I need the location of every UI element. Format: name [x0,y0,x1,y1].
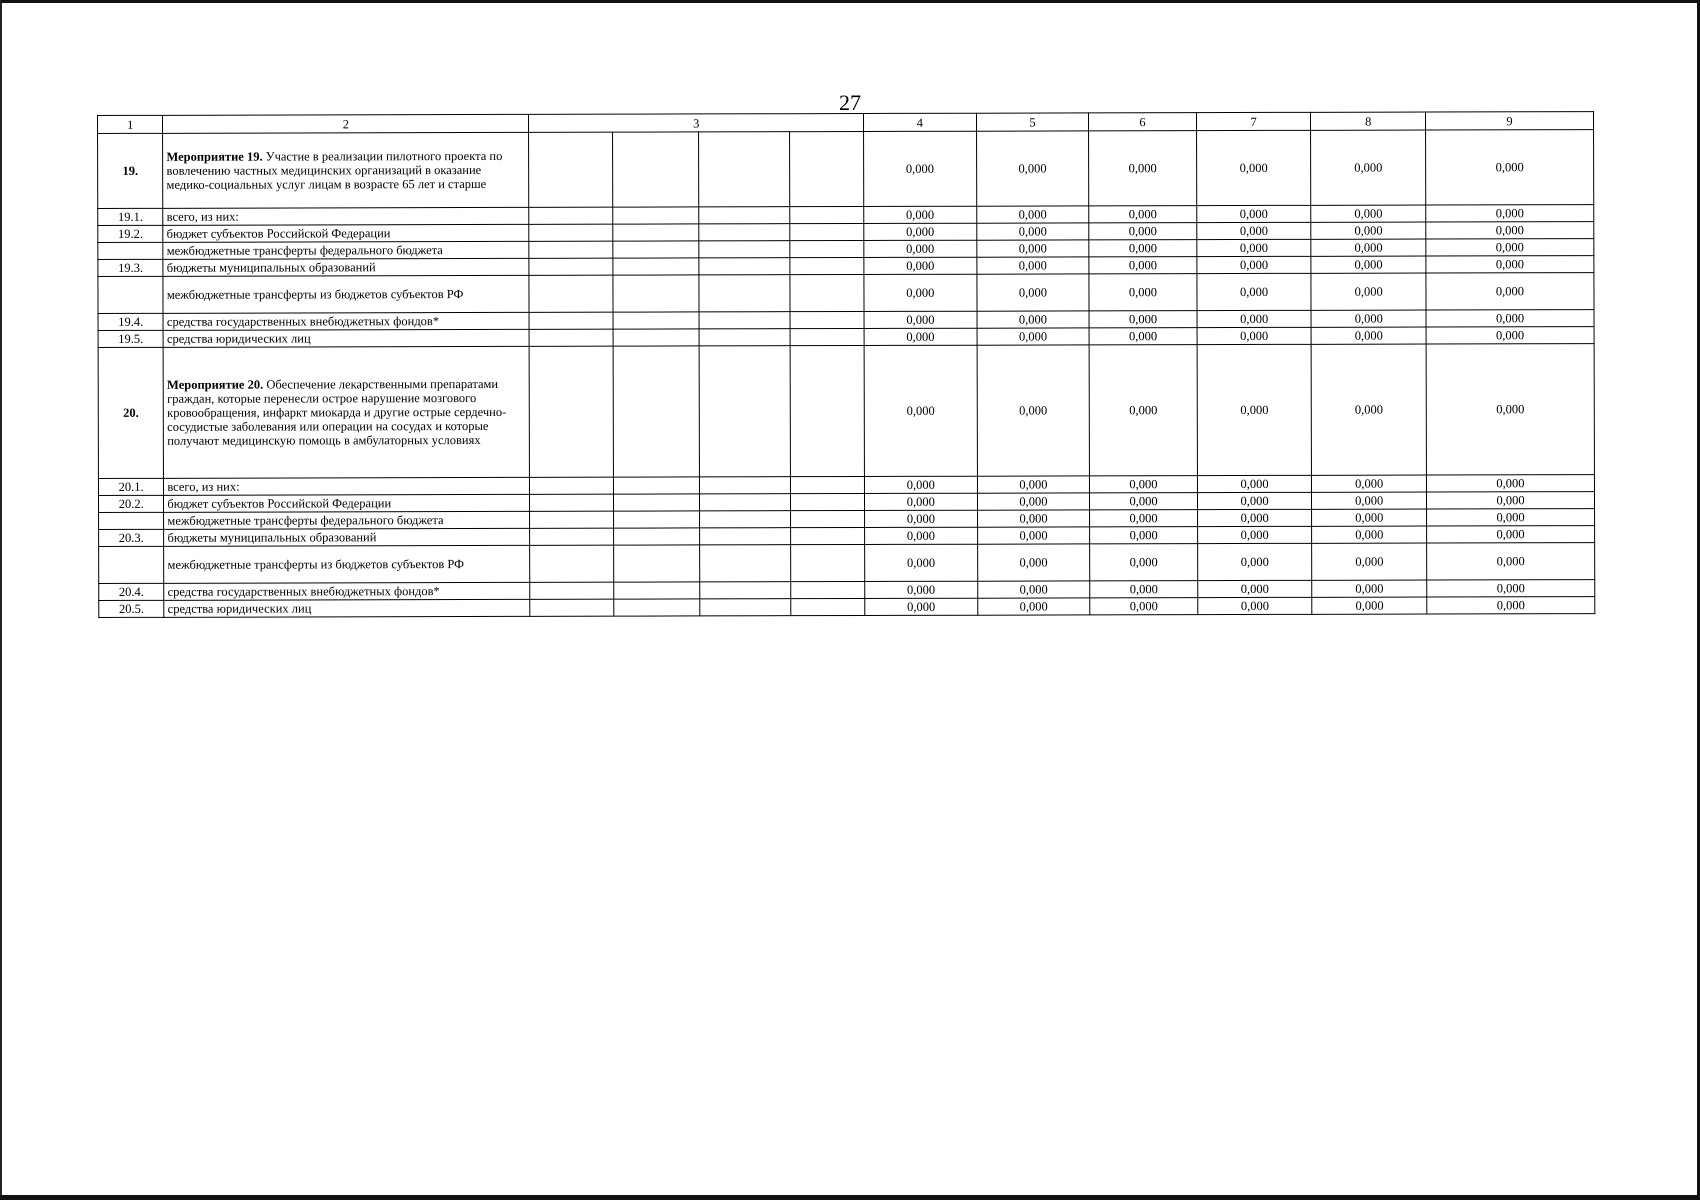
col3-subcell [613,494,699,511]
value-col-5: 0,000 [977,581,1090,598]
value-col-4: 0,000 [864,274,977,311]
col3-subcell [529,258,612,275]
row-text: межбюджетные трансферты из бюджетов субъектов РФ [167,557,465,572]
value-col-4: 0,000 [865,581,978,598]
value-col-6: 0,000 [1089,345,1197,476]
col3-subcell [790,257,864,274]
value-col-5: 0,000 [977,476,1090,493]
header-col-7: 7 [1196,112,1311,130]
table-body [98,130,1595,618]
value-col-4: 0,000 [865,527,978,544]
row-text: всего, из них: [167,479,240,494]
row-number: 20.3. [99,529,164,546]
value-col-9: 0,000 [1426,222,1594,239]
col3-subcell [614,599,700,616]
value-col-9: 0,000 [1427,492,1595,509]
col3-subcell [789,131,864,206]
table-row [99,543,1595,584]
col3-subcell [612,132,699,207]
value-col-4: 0,000 [864,345,977,476]
value-col-5: 0,000 [977,493,1090,510]
value-col-7: 0,000 [1197,526,1312,543]
col3-subcell [613,528,699,545]
value-col-6: 0,000 [1090,544,1198,581]
col3-subcell [613,477,699,494]
row-text: Участие в реализации пилотного проекта по вовлечению частных медицинских организаций в оказание медико-социальных услуг лицам в возрасте 65 лет и старше [166,148,503,192]
value-col-7: 0,000 [1198,597,1313,614]
value-col-4: 0,000 [864,476,977,493]
col3-subcell [700,528,791,545]
value-col-7: 0,000 [1197,310,1312,327]
row-number: 19.5. [98,330,163,347]
value-col-4: 0,000 [864,223,977,240]
value-col-7: 0,000 [1197,543,1312,580]
value-col-8: 0,000 [1312,543,1427,580]
value-col-8: 0,000 [1312,509,1427,526]
value-col-5: 0,000 [977,598,1090,615]
col3-subcell [699,275,790,312]
col3-subcell [699,329,790,346]
col3-subcell [789,223,863,240]
value-col-7: 0,000 [1197,344,1312,475]
row-description [163,224,529,242]
col3-subcell [530,599,613,616]
value-col-5: 0,000 [976,223,1089,240]
header-col-1: 1 [98,115,163,133]
header-col-8: 8 [1311,112,1426,130]
row-number: 20.2. [98,495,163,512]
row-number: 19.4. [98,313,163,330]
col3-subcell [699,207,790,224]
value-col-5: 0,000 [976,131,1089,206]
row-text: средства государственных внебюджетных фондов* [166,314,440,329]
measure-title: Мероприятие 20. [167,377,264,392]
row-description [164,494,530,512]
col3-subcell [790,345,865,476]
scan-edge-left [0,0,2,1200]
value-col-5: 0,000 [977,510,1090,527]
col3-subcell [700,545,791,582]
value-col-6: 0,000 [1090,527,1198,544]
col3-subcell [790,476,864,493]
col3-subcell [530,511,613,528]
value-col-7: 0,000 [1197,205,1312,222]
value-col-5: 0,000 [977,527,1090,544]
col3-subcell [790,598,864,615]
row-text: средства юридических лиц [166,331,311,346]
col3-subcell [530,582,613,599]
value-col-8: 0,000 [1312,492,1427,509]
value-col-8: 0,000 [1311,273,1426,310]
value-col-8: 0,000 [1312,526,1427,543]
value-col-9: 0,000 [1426,239,1594,256]
col3-subcell [613,241,699,258]
row-number: 19.2. [98,225,163,242]
value-col-6: 0,000 [1089,257,1197,274]
row-text: бюджеты муниципальных образований [167,530,377,545]
value-col-4: 0,000 [864,257,977,274]
value-col-8: 0,000 [1311,222,1426,239]
row-description [164,511,530,529]
value-col-6: 0,000 [1089,206,1197,223]
row-text: бюджеты муниципальных образований [166,260,376,275]
value-col-7: 0,000 [1197,327,1312,344]
row-number: 20.5. [99,600,164,617]
col3-subcell [613,275,700,312]
value-col-8: 0,000 [1312,475,1427,492]
value-col-5: 0,000 [977,544,1090,581]
value-col-7: 0,000 [1197,509,1312,526]
value-col-4: 0,000 [865,544,978,581]
row-description [163,275,529,313]
value-col-9: 0,000 [1426,344,1594,475]
value-col-8: 0,000 [1312,344,1427,475]
col3-subcell [529,329,612,346]
row-number: 20. [98,347,164,478]
row-description [163,258,529,276]
col3-subcell [700,599,791,616]
value-col-9: 0,000 [1427,526,1595,543]
col3-subcell [530,477,613,494]
table-row [98,130,1594,209]
value-col-8: 0,000 [1311,310,1426,327]
col3-subcell [529,224,612,241]
value-col-5: 0,000 [976,206,1089,223]
value-col-4: 0,000 [864,311,977,328]
row-text: бюджет субъектов Российской Федерации [167,496,392,511]
col3-subcell [529,132,613,207]
row-number: 20.1. [98,478,163,495]
row-text: всего, из них: [166,209,239,224]
row-description [164,545,530,583]
value-col-6: 0,000 [1089,311,1197,328]
col3-subcell [700,477,791,494]
col3-subcell [699,346,790,477]
col3-subcell [789,240,863,257]
row-number: 19. [98,133,164,208]
col3-subcell [700,511,791,528]
row-description [164,477,530,495]
col3-subcell [612,207,698,224]
value-col-9: 0,000 [1426,273,1594,310]
row-description [163,241,529,259]
row-text: межбюджетные трансферты из бюджетов субъектов РФ [166,287,464,302]
col3-subcell [613,258,699,275]
value-col-9: 0,000 [1427,543,1595,580]
row-number: 20.4. [99,583,164,600]
value-col-6: 0,000 [1089,240,1197,257]
row-description [163,329,529,347]
value-col-8: 0,000 [1312,597,1427,614]
measure-title: Мероприятие 19. [166,149,263,164]
value-col-4: 0,000 [864,240,977,257]
row-number [98,242,163,259]
value-col-6: 0,000 [1089,223,1197,240]
header-col-3: 3 [529,113,864,132]
col3-subcell [699,132,790,207]
col3-subcell [700,582,791,599]
row-number [99,512,164,529]
value-col-5: 0,000 [976,240,1089,257]
value-col-7: 0,000 [1197,475,1312,492]
col3-subcell [613,312,699,329]
value-col-8: 0,000 [1311,239,1426,256]
col3-subcell [700,494,791,511]
value-col-6: 0,000 [1089,274,1197,311]
col3-subcell [613,224,699,241]
value-col-7: 0,000 [1197,492,1312,509]
value-col-8: 0,000 [1311,130,1426,205]
col3-subcell [529,312,612,329]
row-description [164,528,530,546]
header-col-5: 5 [976,113,1089,131]
value-col-7: 0,000 [1197,239,1312,256]
value-col-5: 0,000 [977,345,1090,476]
value-col-9: 0,000 [1427,580,1595,597]
value-col-8: 0,000 [1312,580,1427,597]
value-col-8: 0,000 [1311,205,1426,222]
col3-subcell [613,329,699,346]
value-col-7: 0,000 [1196,130,1311,205]
value-col-6: 0,000 [1089,328,1197,345]
row-description [164,582,530,600]
row-text: Обеспечение лекарственными препаратами граждан, которые перенесли острое нарушение мозгового кровообращения, инфаркт миокарда и другие острые сердечно-сосудистые заболевания или операции на сосудах и которые получают медицинскую помощь в амбулаторных условиях [167,376,507,448]
row-text: средства юридических лиц [167,601,312,616]
col3-subcell [790,581,864,598]
header-col-6: 6 [1089,113,1197,131]
value-col-9: 0,000 [1427,597,1595,614]
value-col-8: 0,000 [1311,327,1426,344]
row-description [163,132,529,208]
page-number: 27 [839,90,861,115]
col3-subcell [529,275,613,312]
table-row [98,273,1594,314]
row-number [99,546,164,583]
col3-subcell [790,493,864,510]
row-number: 19.3. [98,259,163,276]
value-col-9: 0,000 [1427,509,1595,526]
col3-subcell [529,207,612,224]
value-col-7: 0,000 [1197,273,1312,310]
value-col-5: 0,000 [977,274,1090,311]
value-col-6: 0,000 [1090,581,1198,598]
row-text: межбюджетные трансферты федерального бюджета [166,243,443,258]
value-col-9: 0,000 [1426,475,1594,492]
value-col-9: 0,000 [1426,256,1594,273]
row-text: бюджет субъектов Российской Федерации [166,226,391,241]
value-col-6: 0,000 [1089,131,1197,206]
value-col-9: 0,000 [1426,130,1594,205]
value-col-4: 0,000 [865,598,978,615]
col3-subcell [613,511,699,528]
table-row [99,597,1595,618]
col3-subcell [699,224,790,241]
row-text: средства государственных внебюджетных фондов* [167,584,440,599]
value-col-9: 0,000 [1426,205,1594,222]
col3-subcell [613,545,700,582]
value-col-7: 0,000 [1198,580,1313,597]
value-col-9: 0,000 [1426,310,1594,327]
value-col-6: 0,000 [1090,510,1198,527]
value-col-4: 0,000 [864,206,977,223]
scan-edge-top [0,0,1700,3]
value-col-4: 0,000 [864,328,977,345]
value-col-9: 0,000 [1426,327,1594,344]
col3-subcell [789,206,863,223]
table-row [98,344,1594,479]
header-col-2: 2 [163,114,529,133]
col3-subcell [530,494,613,511]
value-col-6: 0,000 [1090,493,1198,510]
col3-subcell [699,258,790,275]
row-description [163,207,529,225]
value-col-6: 0,000 [1090,598,1198,615]
value-col-4: 0,000 [865,510,978,527]
col3-subcell [790,274,864,311]
col3-subcell [613,346,700,477]
row-description [164,599,530,617]
col3-subcell [530,528,613,545]
header-col-4: 4 [864,113,977,131]
col3-subcell [529,241,612,258]
col3-subcell [613,582,699,599]
value-col-4: 0,000 [865,493,978,510]
col3-subcell [529,346,613,477]
value-col-7: 0,000 [1197,222,1312,239]
row-text: межбюджетные трансферты федерального бюджета [167,513,444,528]
value-col-5: 0,000 [977,257,1090,274]
scan-edge-bottom [0,1195,1700,1200]
col3-subcell [699,312,790,329]
row-number [98,276,163,313]
value-col-4: 0,000 [864,131,977,206]
budget-table [97,111,1595,618]
row-number: 19.1. [98,208,163,225]
value-col-8: 0,000 [1311,256,1426,273]
row-description [163,346,529,478]
col3-subcell [790,311,864,328]
value-col-6: 0,000 [1090,476,1198,493]
col3-subcell [790,527,864,544]
value-col-7: 0,000 [1197,256,1312,273]
value-col-5: 0,000 [977,311,1090,328]
col3-subcell [790,328,864,345]
header-col-9: 9 [1426,112,1594,130]
col3-subcell [790,544,864,581]
col3-subcell [790,510,864,527]
col3-subcell [530,545,614,582]
value-col-5: 0,000 [977,328,1090,345]
col3-subcell [699,241,790,258]
row-description [163,312,529,330]
